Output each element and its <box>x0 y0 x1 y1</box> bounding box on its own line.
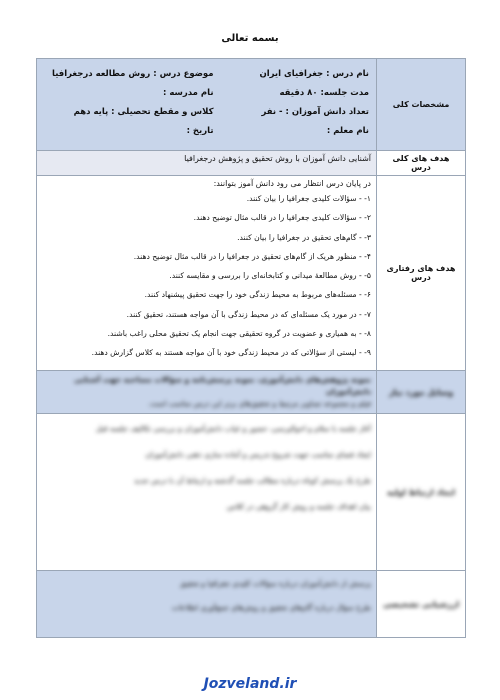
diagnostic-line: طرح سؤال درباره گام‌های تحقیق و روش‌های جمع‌آوری اطلاعات <box>171 603 371 613</box>
date-field: تاریخ : <box>186 126 214 136</box>
specs-left-col <box>52 64 214 145</box>
overall-goal-row <box>37 151 466 176</box>
objective-item: ۱- - سؤالات کلیدی جغرافیا را بیان کنند. <box>246 194 371 203</box>
specs-row <box>37 59 466 151</box>
objective-item: ۸- - به همیاری و عضویت در گروه تحقیقی جهت انجام یک تحقیق محلی راغب باشند. <box>107 328 371 338</box>
objective-item: ۶- - مسئله‌های مربوط به محیط زندگی خود را جهت تحقیق پیشنهاد کنند. <box>144 290 371 300</box>
overall-goal-label: هدف های کلی درس <box>377 151 466 176</box>
objective-item: ۳- - گام‌های تحقیق در جغرافیا را بیان کنند. <box>237 232 371 242</box>
diagnostic-line: پرسش از دانش‌آموزان درباره سؤالات کلیدی جغرافیا و تحقیق <box>179 579 371 589</box>
intro-line: بیان اهداف جلسه و روش کار گروهی در کلاس <box>226 502 371 512</box>
lesson-name: نام درس : جغرافیای ایران <box>259 69 369 79</box>
lesson-topic: موضوع درس : روش مطالعه درجغرافیا <box>52 69 214 79</box>
objective-item: ۴- - منظور هریک از گام‌های تحقیق در جغرافیا را در قالب مثال توضیح دهند. <box>133 251 371 261</box>
grade-level: کلاس و مقطع تحصیلی : پایه دهم <box>73 107 214 117</box>
lesson-plan-table <box>36 58 466 638</box>
diagnostic-label-text: ارزشیابی تشخیصی <box>382 599 460 609</box>
objective-item: ۹- - لیستی از سؤالاتی که در محیط زندگی خود با آن مواجه هستند به کلاس گزارش دهند. <box>91 348 371 357</box>
diagnostic-label <box>377 571 466 638</box>
student-count: تعداد دانش آموزان : - نفر <box>261 107 369 117</box>
behavioral-intro: در پایان درس انتظار می رود دانش آموز بتوانند: <box>213 179 371 188</box>
intro-cell <box>37 414 377 571</box>
specs-right-col <box>259 64 369 145</box>
session-duration: مدت جلسه: ۸۰ دقیقه <box>279 88 369 98</box>
overall-goal-text: آشنایی دانش آموزان با روش تحقیق و پژوهش درجغرافیا <box>37 151 377 176</box>
materials-line: نمونه پژوهش‌های دانش‌آموزی، نمونه پرسش‌نامه و سؤالات مصاحبه جهت آشنایی دانش‌آموزان <box>73 375 371 397</box>
intro-line: ایجاد فضای مناسب جهت شروع تدریس و آماده سازی ذهنی دانش‌آموزان <box>145 450 371 460</box>
school-name: نام مدرسه : <box>163 88 214 98</box>
intro-line: طرح یک پرسش کوتاه درباره مطالب جلسه گذشته و ارتباط آن با درس جدید <box>133 476 371 486</box>
behavioral-row <box>37 176 466 371</box>
intro-label-text: ایجاد ارتباط اولیه <box>387 487 455 497</box>
intro-label <box>377 414 466 571</box>
materials-label-text: وسایل مورد نیاز <box>388 387 454 397</box>
objective-item: ۷- - در مورد یک مسئله‌ای که در محیط زندگی با آن مواجه هستند، تحقیق کنند. <box>126 309 371 319</box>
objective-item: ۵- - روش مطالعۀ میدانی و کتابخانه‌ای را بررسی و مقایسه کنند. <box>169 271 371 280</box>
behavioral-label: هدف های رفتاری درس <box>377 176 466 371</box>
materials-cell <box>37 371 377 414</box>
materials-label <box>377 371 466 414</box>
intro-row <box>37 414 466 571</box>
page-heading: بسمه تعالی <box>221 33 279 44</box>
diagnostic-cell <box>37 571 377 638</box>
specs-cell <box>37 59 377 151</box>
watermark: Jozveland.ir <box>203 676 297 692</box>
materials-line: فیلم و مجموعه تصاویر مرتبط و تحقیق‌های برتر این درس مناسب است. <box>148 399 371 409</box>
behavioral-cell <box>37 176 377 371</box>
materials-row <box>37 371 466 414</box>
intro-line: آغاز جلسه با سلام و احوالپرسی، حضور و غیاب دانش‌آموزان و بررسی تکالیف جلسه قبل <box>95 424 371 434</box>
objective-item: ۲- - سؤالات کلیدی جغرافیا را در قالب مثال توضیح دهند. <box>193 213 371 223</box>
diagnostic-row <box>37 571 466 638</box>
specs-label: مشخصات کلی <box>377 59 466 151</box>
teacher-name: نام معلم : <box>326 126 369 136</box>
